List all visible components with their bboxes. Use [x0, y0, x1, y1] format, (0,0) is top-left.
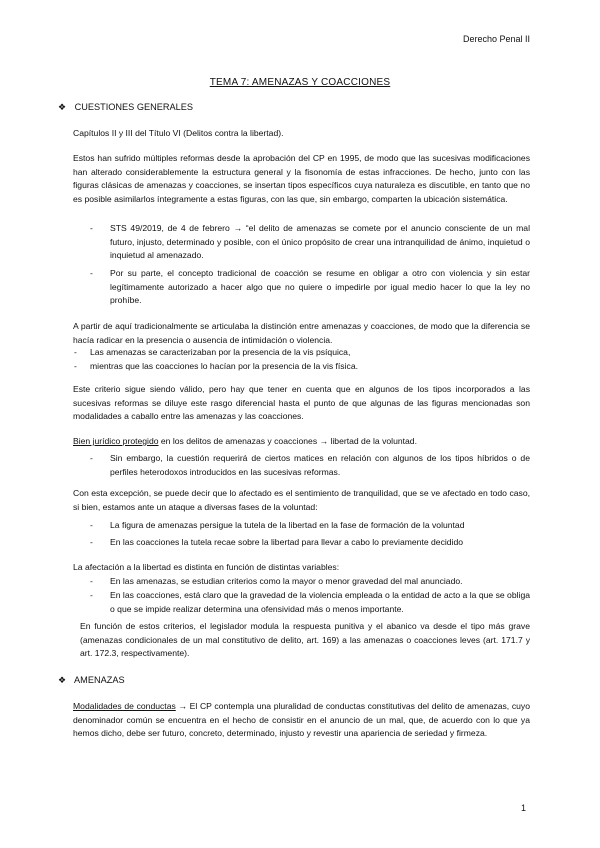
list-item-text: Las amenazas se caracterizaban por la presencia de la vis psíquica,: [90, 347, 351, 357]
dash-bullet: -: [74, 347, 77, 357]
dash-bullet: -: [90, 537, 93, 547]
paragraph-text: → El CP contempla una pluralidad de conductas constitutivas del delito de amenazas, cuyo denominador común se encuentra en el hecho de consistir en el anuncio de un mal, que, de acuerdo con lo que ya hemos dicho, debe ser futuro, concreto, determinado, injusto y revestir una apariencia de seriedad y firmeza.: [73, 701, 530, 739]
paragraph: Capítulos II y III del Título VI (Delitos contra la libertad).: [73, 128, 284, 138]
page-title: [0, 76, 600, 90]
diamond-bullet-icon: ❖: [58, 102, 67, 112]
paragraph: [73, 435, 530, 449]
list-item-text: Sin embargo, la cuestión requerirá de ciertos matices en relación con algunos de los tipos híbridos o de perfiles heterodoxos introducidos en las sucesivas reformas.: [110, 453, 530, 477]
dash-bullet: -: [90, 223, 93, 233]
title-prefix: TEMA 7:: [209, 77, 250, 88]
section-title: CUESTIONES GENERALES: [74, 102, 194, 112]
list-item: [90, 267, 530, 308]
section-heading-amenazas: [58, 674, 125, 688]
paragraph-text: en los delitos de amenazas y coacciones → libertad de la voluntad.: [158, 436, 417, 446]
list-item-text: En las coacciones, está claro que la gravedad de la violencia empleada o la entidad de acto a la que se obliga o que se impide realizar determina una ofensividad más o menos importante.: [110, 590, 530, 614]
paragraph: Este criterio sigue siendo válido, pero hay que tener en cuenta que en algunos de los tipos incorporados a las sucesivas reformas se diluye este rasgo diferencial hasta el punto de que algunas de las figuras mencionadas son modalidades a caballo entre las amenazas y las coacciones.: [73, 384, 530, 422]
dash-bullet: -: [74, 361, 77, 371]
list-item-text: Por su parte, el concepto tradicional de coacción se resume en obligar a otro con violencia y sin estar legítimamente autorizado a hacer algo que no quiere o impedirle por igual medio hacer lo que la ley no prohíbe.: [110, 268, 530, 306]
list-item: [74, 360, 530, 374]
paragraph: Con esta excepción, se puede decir que lo afectado es el sentimiento de tranquilidad, que se ve afectado en todo caso, si bien, estamos ante un ataque a diversas fases de la voluntad:: [73, 488, 530, 512]
paragraph: A partir de aquí tradicionalmente se articulaba la distinción entre amenazas y coacciones, de modo que la diferencia se hacía radicar en la presencia o ausencia de intimidación o violencia.: [73, 321, 530, 345]
paragraph: [73, 700, 530, 741]
page-number: 1: [521, 803, 527, 813]
section-title: AMENAZAS: [74, 675, 125, 685]
dash-bullet: -: [90, 590, 93, 600]
list-item: [90, 452, 530, 479]
course-header: Derecho Penal II: [462, 34, 530, 44]
underlined-term: Bien jurídico protegido: [73, 436, 159, 446]
list-item-text: STS 49/2019, de 4 de febrero → “el delito de amenazas se comete por el anuncio consciente de un mal futuro, injusto, determinado y posible, con el único propósito de crear una intranquilidad de ánimo, inquietud o inquietud al amenazado.: [110, 223, 530, 261]
section-heading-general: [58, 101, 193, 115]
paragraph: La afectación a la libertad es distinta en función de distintas variables:: [73, 562, 340, 572]
title-rest: AMENAZAS Y COACCIONES: [249, 77, 391, 88]
list-item-text: En las amenazas, se estudian criterios como la mayor o menor gravedad del mal anunciado.: [110, 576, 463, 586]
dash-bullet: -: [90, 268, 93, 278]
diamond-bullet-icon: ❖: [58, 675, 67, 685]
list-item: [74, 346, 530, 360]
list-item-text: mientras que las coacciones lo hacían por la presencia de la vis física.: [90, 361, 358, 371]
list-item-text: La figura de amenazas persigue la tutela de la libertad en la fase de formación de la voluntad: [110, 520, 465, 530]
list-item: [90, 536, 530, 550]
list-item: [90, 575, 530, 589]
list-item-text: En las coacciones la tutela recae sobre la libertad para llevar a cabo lo previamente decidido: [110, 537, 464, 547]
list-item: [90, 222, 530, 263]
paragraph: Estos han sufrido múltiples reformas desde la aprobación del CP en 1995, de modo que las sucesivas modificaciones han alterado considerablemente la estructura general y la fisonomía de estas infracciones. De hecho, junto con las figuras clásicas de amenazas y coacciones, se insertan tipos específicos cuya naturaleza es discutible, en tanto que no es posible asimilarlos íntegramente a estas figuras, con las que, sin embargo, comparten la ubicación sistemática.: [73, 153, 530, 204]
dash-bullet: -: [90, 520, 93, 530]
paragraph: En función de estos criterios, el legislador modula la respuesta punitiva y el abanico va desde el tipo más grave (amenazas condicionales de un mal constitutivo de delito, art. 169) a las amenazas o coacciones leves (art. 171.7 y art. 172.3, respectivamente).: [80, 621, 530, 659]
dash-bullet: -: [90, 453, 93, 463]
underlined-term: Modalidades de conductas: [73, 701, 176, 711]
list-item: [90, 519, 530, 533]
dash-bullet: -: [90, 576, 93, 586]
list-item: [90, 589, 530, 616]
